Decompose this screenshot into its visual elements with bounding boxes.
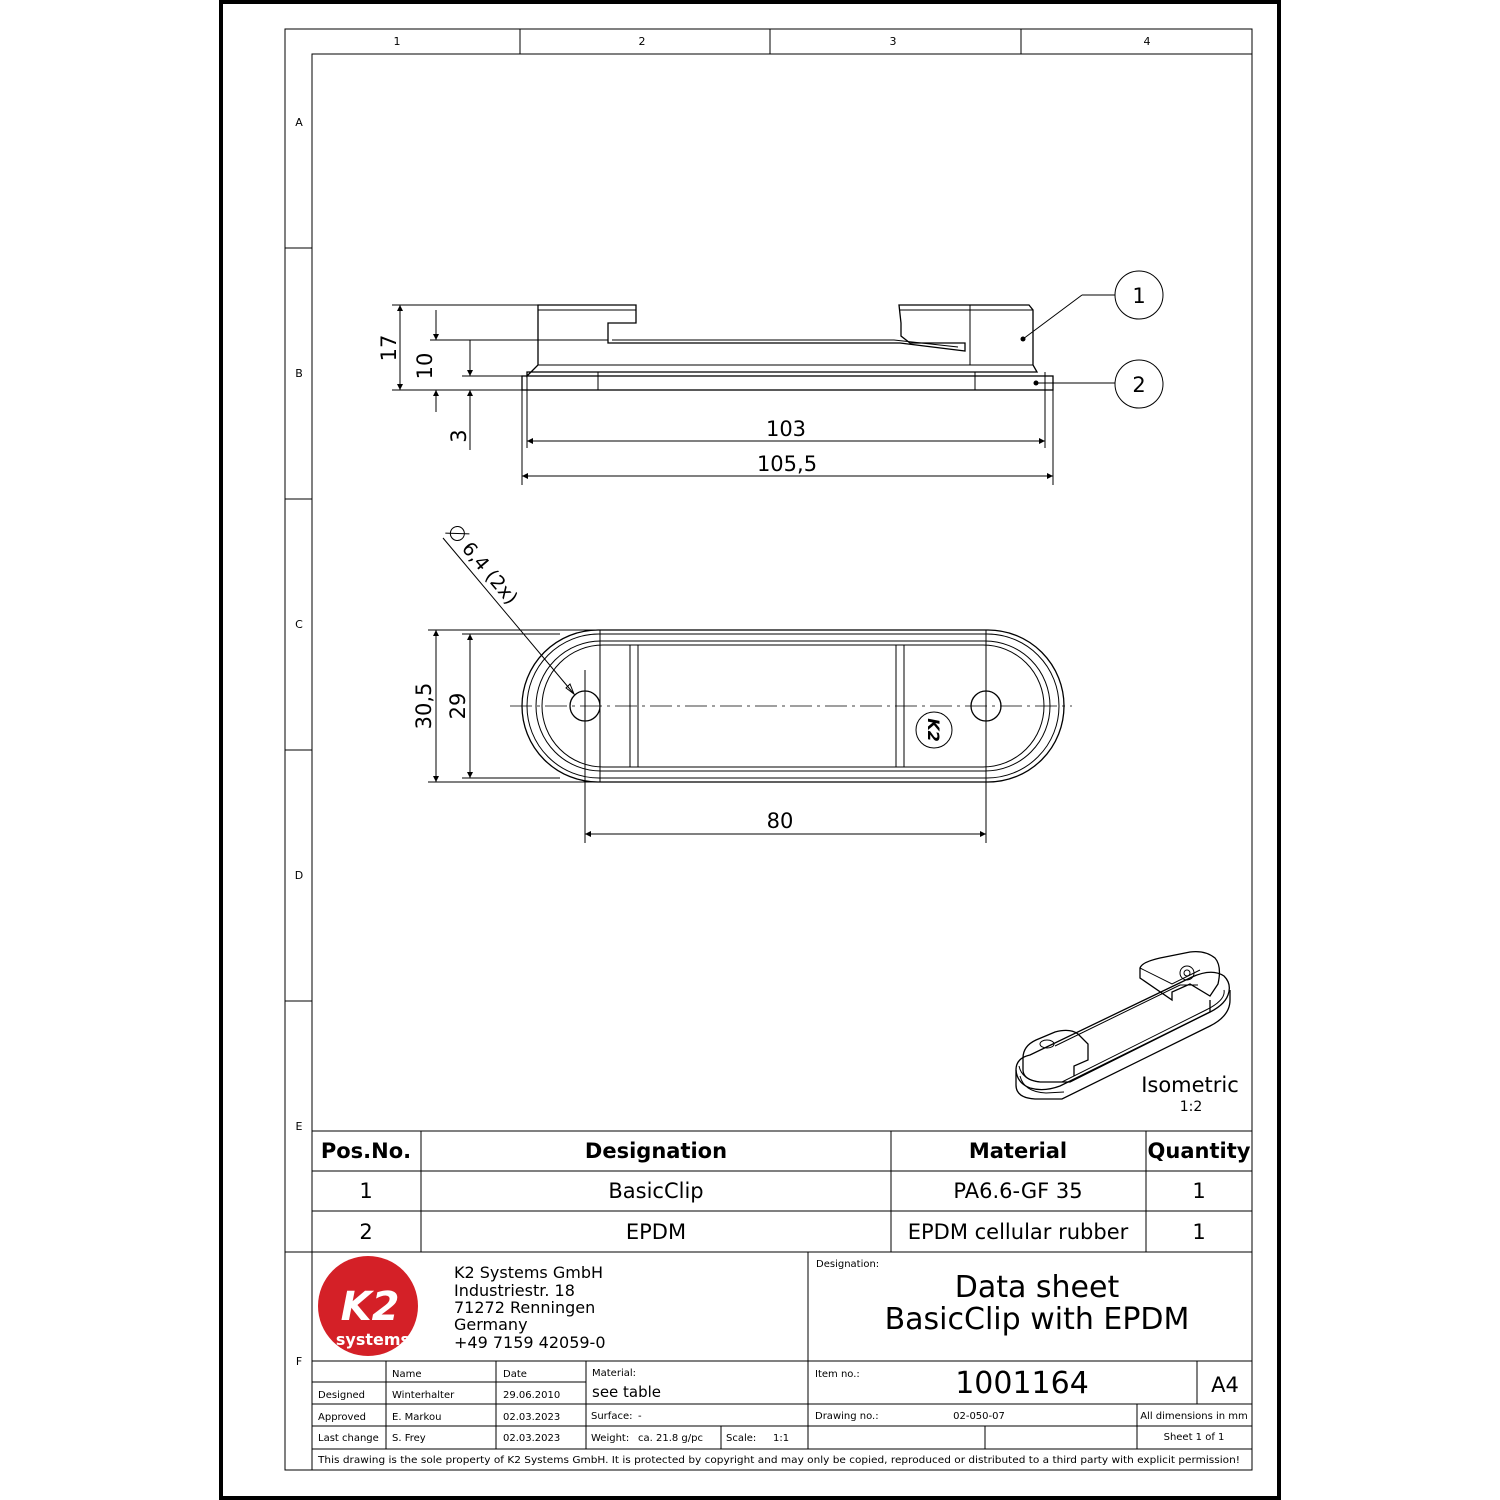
zone-border (285, 29, 1252, 1470)
parts-header-designation: Designation (584, 1139, 728, 1163)
parts-table (312, 1131, 1252, 1252)
col-date-header: Date (503, 1369, 527, 1380)
zone-row-d: D (294, 869, 304, 882)
company-city: 71272 Renningen (454, 1298, 596, 1317)
k2-stamp-icon (916, 712, 952, 748)
parts-header-pos: Pos.No. (320, 1139, 412, 1163)
zone-row-a: A (295, 116, 303, 129)
last-change-name: S. Frey (392, 1433, 426, 1444)
k2-logo-text: K2 (340, 1284, 400, 1330)
dim-height-clip: 10 (413, 352, 437, 380)
balloon-2-label: 2 (1132, 373, 1146, 397)
material-value: see table (592, 1383, 662, 1401)
dim-width-clip: 29 (446, 692, 470, 720)
approved-label: Approved (318, 1412, 366, 1423)
parts-row-2-quantity: 1 (1192, 1220, 1206, 1244)
parts-header-quantity: Quantity (1147, 1139, 1251, 1163)
col-name-header: Name (392, 1369, 422, 1380)
zone-col-1: 1 (393, 35, 401, 48)
parts-row-2-designation: EPDM (625, 1220, 687, 1244)
designed-date: 29.06.2010 (503, 1390, 561, 1401)
last-change-label: Last change (318, 1433, 379, 1444)
parts-header-material: Material (968, 1139, 1068, 1163)
company-name: K2 Systems GmbH (454, 1263, 604, 1282)
material-label: Material: (592, 1368, 636, 1379)
isometric-label: Isometric (1141, 1073, 1239, 1097)
isometric-view (1016, 952, 1239, 1115)
zone-col-2: 2 (638, 35, 646, 48)
k2-stamp-text: K2 (924, 718, 943, 742)
zone-row-f: F (295, 1355, 303, 1368)
zone-row-b: B (295, 367, 303, 380)
dim-length-epdm: 105,5 (756, 452, 818, 476)
parts-row-1-pos: 1 (359, 1179, 373, 1203)
dim-height-epdm: 3 (447, 429, 471, 443)
balloon-1-label: 1 (1132, 284, 1146, 308)
parts-row-2-material: EPDM cellular rubber (907, 1220, 1129, 1244)
designed-label: Designed (318, 1390, 366, 1401)
designation-line-1: Data sheet (954, 1270, 1120, 1305)
dimensions-note: All dimensions in mm (1140, 1411, 1248, 1422)
parts-row-2-pos: 2 (359, 1220, 373, 1244)
zone-col-3: 3 (889, 35, 897, 48)
surface-value: - (638, 1411, 642, 1422)
dim-length-clip: 103 (765, 417, 807, 441)
last-change-date: 02.03.2023 (503, 1433, 561, 1444)
parts-row-1-designation: BasicClip (608, 1179, 704, 1203)
designation-line-2: BasicClip with EPDM (884, 1302, 1190, 1337)
parts-row-1-quantity: 1 (1192, 1179, 1206, 1203)
weight-value: ca. 21.8 g/pc (638, 1433, 703, 1444)
top-view (412, 521, 1072, 843)
zone-row-e: E (295, 1120, 303, 1133)
surface-label: Surface: (591, 1411, 633, 1422)
parts-row-1-material: PA6.6-GF 35 (953, 1179, 1083, 1203)
epdm-side-strip (522, 376, 1053, 390)
company-country: Germany (454, 1315, 528, 1334)
sheet-format: A4 (1211, 1373, 1239, 1397)
zone-col-4: 4 (1143, 35, 1151, 48)
company-street: Industriestr. 18 (454, 1281, 575, 1300)
approved-date: 02.03.2023 (503, 1412, 561, 1423)
dim-hole-spacing: 80 (766, 809, 794, 833)
zone-row-c: C (295, 618, 303, 631)
dim-hole-diameter: 6,4 (2x) (457, 537, 522, 609)
k2-logo (318, 1256, 418, 1356)
designed-name: Winterhalter (392, 1390, 455, 1401)
approved-name: E. Markou (392, 1412, 442, 1423)
k2-logo-subtext: systems (335, 1330, 411, 1349)
weight-label: Weight: (591, 1433, 630, 1444)
designation-label: Designation: (816, 1259, 880, 1270)
dim-height-total: 17 (377, 334, 401, 362)
item-no-label: Item no.: (815, 1369, 860, 1380)
scale-label: Scale: (726, 1433, 757, 1444)
copyright-notice: This drawing is the sole property of K2 Systems GmbH. It is protected by copyright and may only be copied, reproduced or distributed to a third party with explicit permission! (316, 1455, 1240, 1466)
item-no-value: 1001164 (955, 1366, 1089, 1401)
drawing-no-value: 02-050-07 (953, 1411, 1005, 1422)
sheet-count: Sheet 1 of 1 (1163, 1432, 1225, 1443)
company-phone: +49 7159 42059-0 (454, 1333, 606, 1352)
isometric-scale: 1:2 (1179, 1099, 1203, 1115)
scale-value: 1:1 (773, 1433, 790, 1444)
title-block (285, 1252, 1252, 1466)
drawing-no-label: Drawing no.: (815, 1411, 879, 1422)
side-view (377, 271, 1163, 485)
dim-width-epdm: 30,5 (412, 682, 436, 730)
